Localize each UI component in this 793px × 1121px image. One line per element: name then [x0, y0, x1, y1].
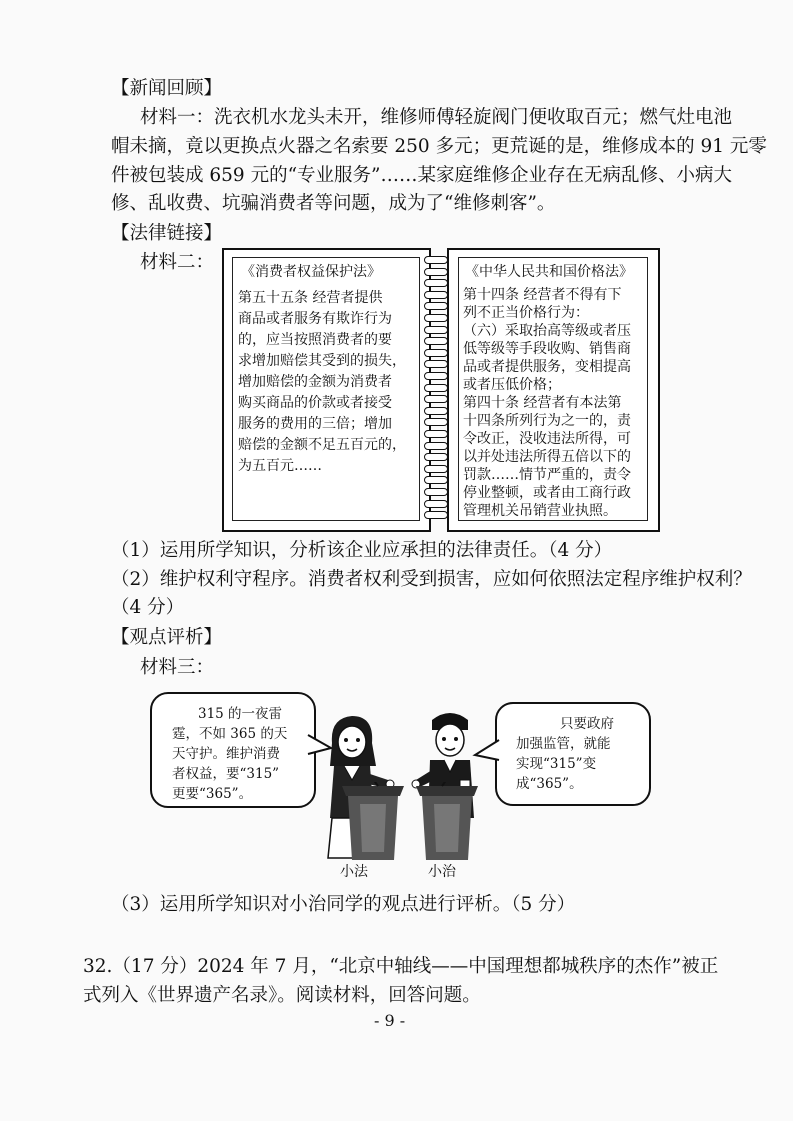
spiral-ring — [424, 407, 448, 415]
right-law-line: 或者压低价格； — [463, 377, 561, 393]
right-text-frame — [458, 257, 648, 521]
right-law-line: 列不正当价格行为： — [463, 305, 589, 321]
right-bubble-line: 只要政府 — [560, 716, 614, 732]
spiral-ring — [424, 268, 448, 276]
question-1: （1）运用所学知识，分析该企业应承担的法律责任。（4 分） — [111, 540, 613, 561]
cartoon-illustration — [150, 690, 680, 880]
spiral-ring — [424, 453, 448, 461]
spiral-ring — [424, 476, 448, 484]
spiral-ring — [424, 488, 448, 496]
left-law-line: 求增加赔偿其受到的损失， — [238, 353, 406, 369]
spiral-ring — [424, 291, 448, 299]
left-character-name: 小法 — [340, 864, 368, 880]
right-podium — [412, 782, 482, 862]
right-character-name: 小治 — [428, 864, 456, 880]
spiral-ring — [424, 500, 448, 508]
right-law-line: 第四十条 经营者有本法第 — [463, 395, 622, 411]
left-law-line: 的，应当按照消费者的要 — [238, 332, 392, 348]
spiral-ring — [424, 372, 448, 380]
material1-line-1: 材料一：洗衣机水龙头未开，维修师傅轻旋阀门便收取百元；燃气灶电池 — [140, 107, 733, 128]
spiral-ring — [424, 511, 448, 519]
material2-label: 材料二： — [140, 252, 215, 273]
news-review-header: 【新闻回顾】 — [111, 78, 223, 99]
question-2-line-2: （4 分） — [111, 597, 185, 618]
spiral-ring — [424, 418, 448, 426]
left-law-title: 《消费者权益保护法》 — [241, 264, 381, 280]
right-law-line: 管理机关吊销营业执照。 — [463, 503, 617, 519]
left-bubble-line: 315 的一夜雷 — [198, 706, 283, 722]
spiral-ring — [424, 326, 448, 334]
spiral-ring — [424, 337, 448, 345]
viewpoint-header: 【观点评析】 — [111, 627, 223, 648]
left-law-line: 第五十五条 经营者提供 — [238, 290, 383, 306]
material1-line-4: 修、乱收费、坑骗消费者等问题，成为了“维修刺客”。 — [111, 193, 556, 214]
right-law-line: 令改正，没收违法所得，可 — [463, 431, 631, 447]
right-law-title: 《中华人民共和国价格法》 — [465, 264, 633, 280]
q32-line-1: 32.（17 分）2024 年 7 月，“北京中轴线——中国理想都城秩序的杰作”被正 — [83, 956, 719, 977]
left-bubble-line: 更要“365”。 — [172, 786, 253, 802]
right-law-line: 罚款……情节严重的，责令 — [463, 467, 631, 483]
spiral-ring — [424, 430, 448, 438]
right-law-line: 以并处违法所得五倍以下的 — [463, 449, 631, 465]
right-law-line: 第十四条 经营者不得有下 — [463, 287, 622, 303]
spiral-ring — [424, 256, 448, 264]
spiral-ring — [424, 349, 448, 357]
left-bubble-line: 天守护。维护消费 — [172, 746, 280, 762]
right-law-line: （六）采取抬高等级或者压 — [463, 323, 631, 339]
material3-label: 材料三： — [140, 657, 215, 678]
spiral-ring — [424, 279, 448, 287]
right-law-line: 十四条所列行为之一的，责 — [463, 413, 631, 429]
left-law-line: 服务的费用的三倍；增加 — [238, 416, 392, 432]
left-law-line: 增加赔偿的金额为消费者 — [238, 374, 392, 390]
spiral-ring — [424, 442, 448, 450]
material1-line-3: 件被包装成 659 元的“专业服务”……某家庭维修企业存在无病乱修、小病大 — [111, 165, 732, 186]
left-bubble-line: 霆，不如 365 的天 — [172, 726, 288, 742]
right-law-line: 低等级等手段收购、销售商 — [463, 341, 631, 357]
left-podium — [338, 782, 408, 862]
spiral-ring — [424, 395, 448, 403]
spiral-ring — [424, 465, 448, 473]
left-law-line: 为五百元…… — [238, 458, 322, 474]
q32-line-2: 式列入《世界遗产名录》。阅读材料，回答问题。 — [83, 985, 481, 1006]
page-number: - 9 - — [374, 1011, 406, 1030]
question-2-line-1: （2）维护权利守程序。消费者权利受到损害，应如何依照法定程序维护权利？ — [111, 569, 752, 590]
spiral-ring — [424, 314, 448, 322]
spiral-ring — [424, 302, 448, 310]
right-bubble-line: 实现“315”变 — [516, 756, 597, 772]
left-law-line: 购买商品的价款或者接受 — [238, 395, 392, 411]
right-bubble-line: 加强监管，就能 — [516, 736, 611, 752]
spiral-ring — [424, 360, 448, 368]
left-bubble-line: 者权益，要“315” — [172, 766, 280, 782]
left-text-frame — [232, 257, 420, 521]
left-law-line: 商品或者服务有欺诈行为 — [238, 311, 392, 327]
right-law-line: 停业整顿，或者由工商行政 — [463, 485, 631, 501]
notebook-illustration — [222, 248, 658, 530]
right-law-line: 品或者提供服务，变相提高 — [463, 359, 631, 375]
right-bubble-line: 成“365”。 — [516, 776, 583, 792]
spiral-ring — [424, 384, 448, 392]
law-link-header: 【法律链接】 — [111, 223, 223, 244]
question-3: （3）运用所学知识对小治同学的观点进行评析。（5 分） — [111, 894, 576, 915]
material1-line-2: 帽未摘，竟以更换点火器之名索要 250 多元；更荒诞的是，维修成本的 91 元零 — [111, 136, 767, 157]
left-law-line: 赔偿的金额不足五百元的， — [238, 437, 406, 453]
